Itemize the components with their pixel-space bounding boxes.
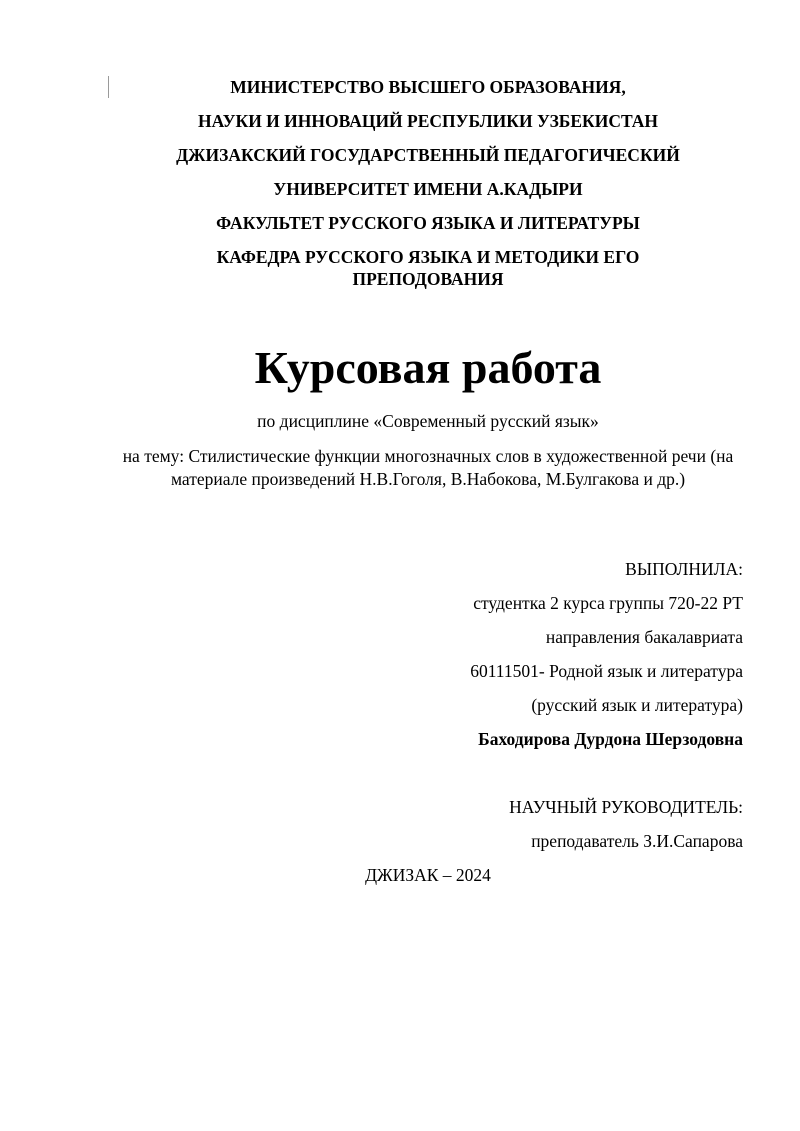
discipline-line: по дисциплине «Современный русский язык» (257, 411, 599, 431)
supervisor-name: преподаватель З.И.Сапарова (531, 831, 743, 851)
header-line-university-cont: УНИВЕРСИТЕТ ИМЕНИ А.КАДЫРИ (273, 179, 583, 199)
header-line-department: КАФЕДРА РУССКОГО ЯЗЫКА И МЕТОДИКИ ЕГО ПРЕПОДОВАНИЯ (216, 247, 640, 289)
header-line-university: ДЖИЗАКСКИЙ ГОСУДАРСТВЕННЫЙ ПЕДАГОГИЧЕСКИЙ (176, 145, 680, 165)
header-line-faculty: ФАКУЛЬТЕТ РУССКОГО ЯЗЫКА И ЛИТЕРАТУРЫ (216, 213, 640, 233)
supervisor-heading: НАУЧНЫЙ РУКОВОДИТЕЛЬ: (509, 797, 743, 817)
performer-course-group: студентка 2 курса группы 720-22 РТ (473, 593, 743, 613)
header-line-ministry-cont: НАУКИ И ИННОВАЦИЙ РЕСПУБЛИКИ УЗБЕКИСТАН (197, 111, 659, 131)
topic-text: на тему: Стилистические функции многозначных слов в художественной речи (на материале произведений Н.В.Гоголя, В.Набокова, М.Булгакова и др.) (122, 446, 734, 489)
performer-name: Баходирова Дурдона Шерзодовна (478, 729, 743, 749)
performer-specialty: 60111501- Родной язык и литература (470, 661, 743, 681)
document-title: Курсовая работа (254, 342, 602, 393)
header-line-ministry: МИНИСТЕРСТВО ВЫСШЕГО ОБРАЗОВАНИЯ, (230, 77, 626, 97)
performer-direction: направления бакалавриата (545, 627, 743, 647)
institution-header (100, 76, 756, 302)
performer-heading: ВЫПОЛНИЛА: (625, 559, 743, 579)
supervisor-block (243, 796, 743, 864)
performer-specialty-note: (русский язык и литература) (531, 695, 743, 715)
city-year: ДЖИЗАК – 2024 (365, 865, 491, 885)
performer-block (243, 558, 743, 762)
